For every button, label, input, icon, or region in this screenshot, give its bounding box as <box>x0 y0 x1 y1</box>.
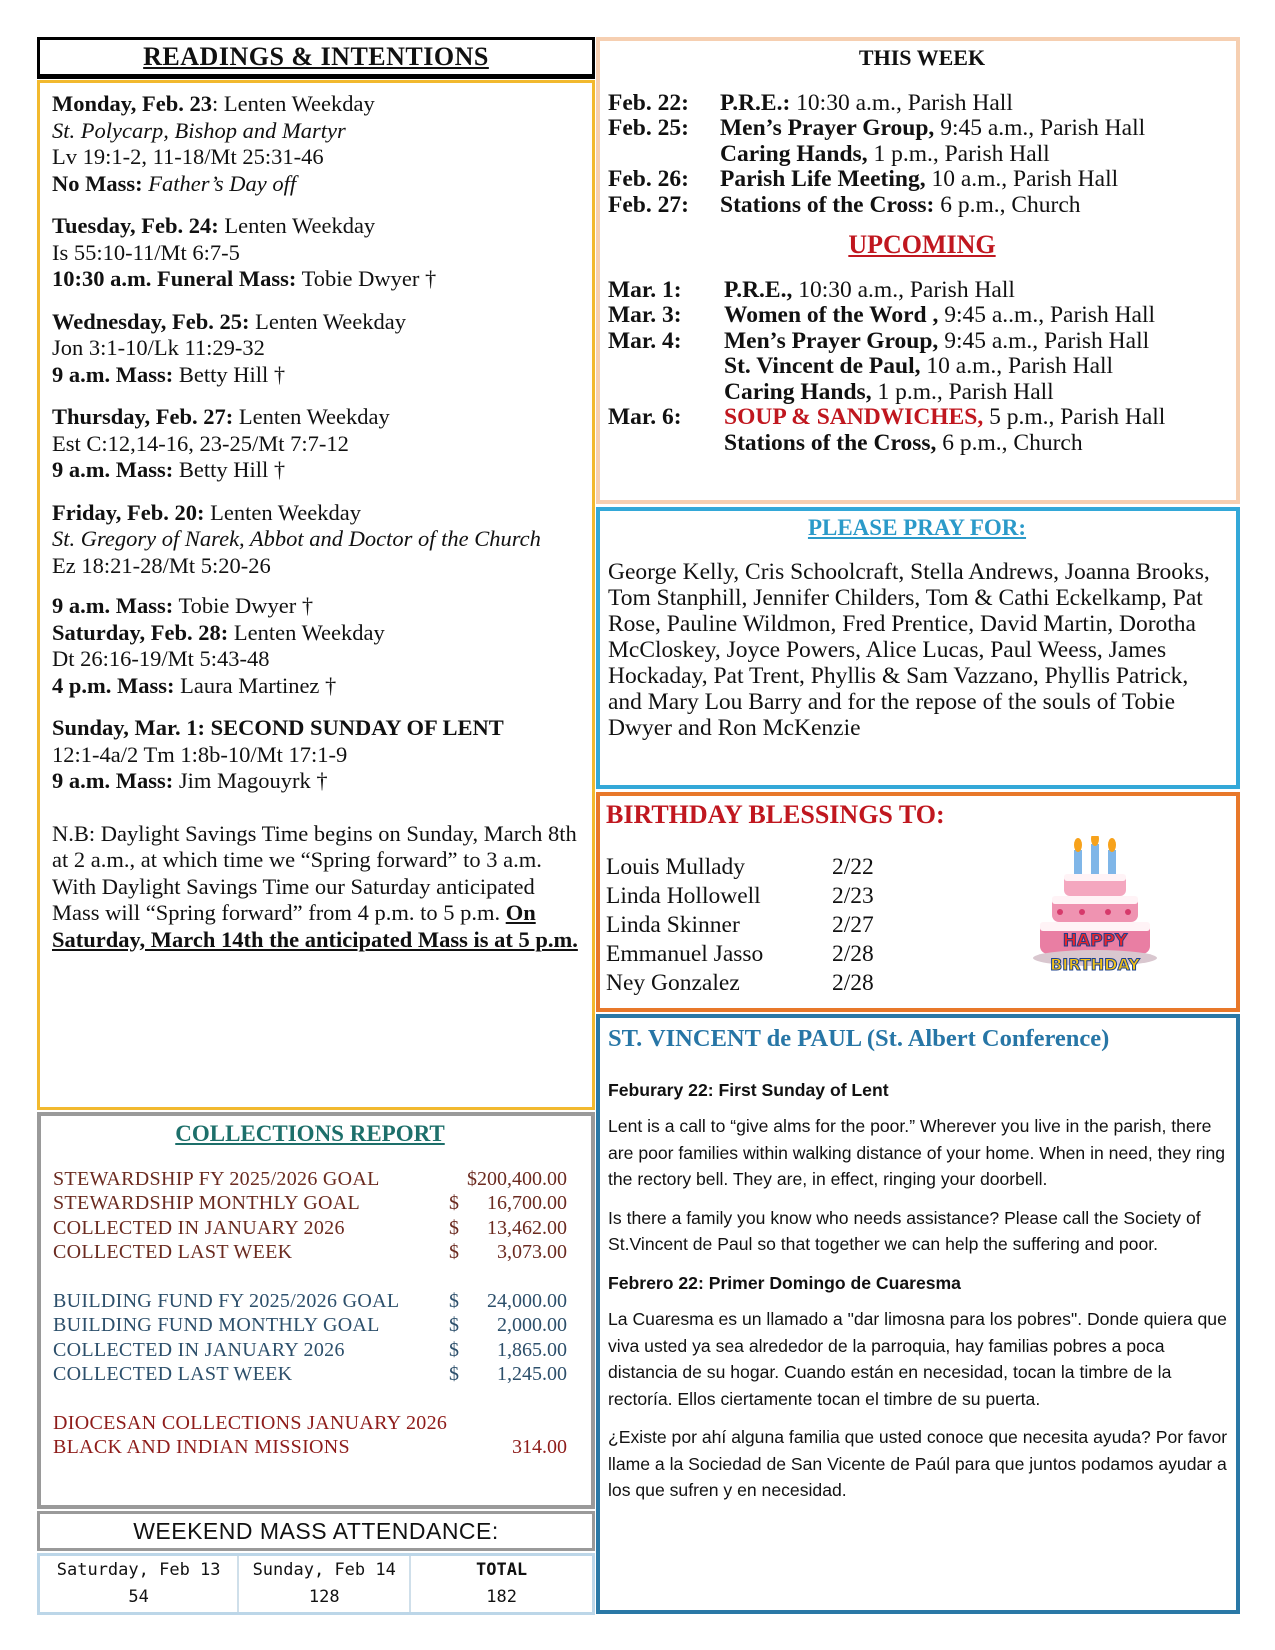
collection-label: COLLECTED LAST WEEK <box>53 1241 293 1263</box>
collection-amount: 2,000.00 <box>497 1314 567 1336</box>
attendance-table <box>37 1553 595 1615</box>
attendance-cell <box>239 1556 411 1612</box>
collection-row <box>53 1240 567 1265</box>
diocesan-group <box>53 1411 567 1460</box>
birthday-date: 2/23 <box>832 883 874 909</box>
collection-amount: 1,245.00 <box>497 1363 567 1385</box>
event-details: 10:30 a.m., Parish Hall <box>792 276 1015 303</box>
attendance-cell <box>411 1556 592 1612</box>
this-week-title: THIS WEEK <box>858 45 986 70</box>
saint-line: St. Gregory of Narek, Abbot and Doctor of the Church <box>52 526 541 551</box>
svdp-title: ST. VINCENT de PAUL (St. Albert Conference) <box>608 1025 1110 1052</box>
event-details: 1 p.m., Parish Hall <box>871 378 1054 405</box>
event-details: 10:30 a.m., Parish Hall <box>790 89 1013 116</box>
collection-row <box>53 1338 567 1363</box>
day-desc: Lenten Weekday <box>224 213 376 238</box>
reading-friday <box>52 500 582 580</box>
scripture-ref: 12:1-4a/2 Tm 1:8b-10/Mt 17:1-9 <box>52 741 348 767</box>
event-title: Women of the Word , <box>724 302 939 328</box>
collection-label: BUILDING FUND FY 2025/2026 GOAL <box>53 1289 400 1312</box>
attendance-value: 128 <box>308 1587 340 1607</box>
birthday-box <box>596 792 1240 1012</box>
dst-note <box>52 821 582 954</box>
mass-label: 4 p.m. Mass: <box>52 672 175 698</box>
collection-row <box>53 1435 567 1460</box>
upcoming-list <box>608 278 1236 457</box>
event-date: Mar. 3: <box>608 302 682 328</box>
attendance-value: 54 <box>128 1587 149 1607</box>
event-row <box>608 405 1236 431</box>
collection-row <box>53 1362 567 1387</box>
attendance-head: TOTAL <box>475 1560 528 1580</box>
mass-text: Jim Magouyrk † <box>178 768 328 793</box>
mass-text: Tobie Dwyer † <box>301 266 437 291</box>
reading-saturday <box>52 620 582 700</box>
collection-row <box>53 1313 567 1338</box>
event-details: 1 p.m., Parish Hall <box>867 140 1050 167</box>
svdp-spanish-heading: Febrero 22: Primer Domingo de Cuaresma <box>608 1272 961 1293</box>
day-desc: Lenten Weekday <box>255 308 406 334</box>
event-details: 6 p.m., Church <box>934 191 1081 218</box>
event-date <box>608 431 724 457</box>
cake-text-birthday: BIRTHDAY <box>1050 955 1140 974</box>
this-week-list <box>608 91 1236 219</box>
readings-box <box>37 80 595 1110</box>
reading-thursday <box>52 404 582 484</box>
day-label: Monday, Feb. 23 <box>52 91 213 116</box>
event-date <box>608 354 724 380</box>
event-details: 10 a.m., Parish Hall <box>920 353 1114 379</box>
collection-amount: $200,400.00 <box>467 1167 567 1190</box>
event-title: Parish Life Meeting, <box>720 166 926 192</box>
mass-label: 9 a.m. Mass: <box>52 768 174 793</box>
dst-note-emphasis: On Saturday, March 14th the anticipated Mass is at 5 p.m. <box>52 900 578 952</box>
mass-label: 9 a.m. Mass: <box>52 457 174 482</box>
scripture-ref: Ez 18:21-28/Mt 5:20-26 <box>52 552 271 578</box>
scripture-ref: Jon 3:1-10/Lk 11:29-32 <box>52 335 265 360</box>
event-details: 10 a.m., Parish Hall <box>925 166 1119 192</box>
svdp-spanish-paragraph-2: ¿Existe por ahí alguna familia que usted conoce que necesita ayuda? Por favor llame a la Sociedad de San Vicente de Paúl para que juntos podamos ayudar a los que sufren y en necesidad. <box>608 1427 1228 1500</box>
collection-row <box>53 1167 567 1192</box>
event-title: P.R.E.: <box>720 89 791 116</box>
event-row <box>608 354 1236 380</box>
event-title: Men’s Prayer Group, <box>720 115 935 141</box>
scripture-ref: Est C:12,14-16, 23-25/Mt 7:7-12 <box>52 430 349 456</box>
event-row <box>608 303 1236 329</box>
event-row <box>608 278 1236 304</box>
scripture-ref: Lv 19:1-2, 11-18/Mt 25:31-46 <box>52 144 324 169</box>
collection-currency: $ <box>449 1192 459 1214</box>
birthday-name: Linda Hollowell <box>606 883 761 909</box>
reading-wednesday <box>52 309 582 389</box>
collection-label: DIOCESAN COLLECTIONS JANUARY 2026 <box>53 1411 448 1434</box>
attendance-cell <box>40 1556 239 1612</box>
collection-amount: 314.00 <box>512 1436 567 1458</box>
collection-row <box>53 1411 567 1436</box>
building-fund-group <box>53 1289 567 1387</box>
event-title: SOUP & SANDWICHES, <box>724 404 984 430</box>
event-details: 6 p.m., Church <box>936 429 1083 456</box>
mass-text: Tobie Dwyer † <box>178 593 314 618</box>
mass-label: 9 a.m. Mass: <box>52 361 174 387</box>
birthday-name: Emmanuel Jasso <box>606 941 764 967</box>
birthday-name: Louis Mullady <box>606 854 746 880</box>
event-date <box>608 380 724 406</box>
day-desc: Lenten Weekday <box>233 619 385 645</box>
birthday-title: BIRTHDAY BLESSINGS TO: <box>606 800 945 829</box>
collection-currency: $ <box>449 1289 459 1312</box>
event-row <box>608 431 1236 457</box>
collection-amount: 16,700.00 <box>487 1192 567 1214</box>
day-label: Thursday, Feb. 27: <box>52 404 234 429</box>
birthday-name: Linda Skinner <box>606 912 740 938</box>
collection-row <box>53 1216 567 1241</box>
collection-currency: $ <box>449 1314 459 1336</box>
mass-text: Betty Hill † <box>178 361 286 387</box>
pray-box <box>596 507 1240 789</box>
collections-title: COLLECTIONS REPORT <box>175 1121 445 1146</box>
event-details: 9:45 a.m., Parish Hall <box>938 327 1150 354</box>
event-title: Stations of the Cross: <box>720 191 935 218</box>
mass-label: No Mass: <box>52 170 143 196</box>
svdp-english-paragraph-2: Is there a family you know who needs assistance? Please call the Society of St.Vincent de Paul so that together we can help the suffering and poor. <box>608 1207 1201 1254</box>
scripture-ref: Is 55:10-11/Mt 6:7-5 <box>52 239 240 265</box>
event-row <box>608 193 1236 219</box>
day-label: Friday, Feb. 20: <box>52 499 205 525</box>
collection-label: STEWARDSHIP FY 2025/2026 GOAL <box>53 1167 380 1190</box>
day-label: Saturday, Feb. 28: <box>52 619 229 645</box>
collection-currency: $ <box>449 1216 459 1239</box>
event-date: Feb. 26: <box>608 166 689 192</box>
collection-row <box>53 1289 567 1314</box>
attendance-head: Saturday, Feb 13 <box>56 1560 221 1580</box>
day-desc: : Lenten Weekday <box>212 91 375 116</box>
upcoming-title: UPCOMING <box>848 230 996 259</box>
collection-label: COLLECTED IN JANUARY 2026 <box>53 1216 345 1239</box>
birthday-name: Ney Gonzalez <box>606 970 740 996</box>
day-desc: Lenten Weekday <box>238 404 390 429</box>
collection-currency: $ <box>449 1338 459 1361</box>
birthday-cake-icon <box>1030 836 1160 986</box>
collection-label: COLLECTED LAST WEEK <box>53 1363 293 1385</box>
birthday-date: 2/28 <box>832 941 874 967</box>
mass-text: Father’s Day off <box>148 170 297 196</box>
pray-names: George Kelly, Cris Schoolcraft, Stella Andrews, Joanna Brooks, Tom Stanphill, Jennifer Childers, Tom & Cathi Eckelkamp, Pat Rose, Pauline Wildmon, Fred Prentice, David Martin, Dorotha McCloskey, Joyce Powers, Alice Lucas, Paul Weess, James Hockaday, Pat Trent, Phyllis & Sam Vazzano, Phyllis Patrick, and Mary Lou Barry and for the repose of the souls of Tobie Dwyer and Ron McKenzie <box>608 559 1210 741</box>
reading-monday <box>52 91 582 197</box>
reading-friday-mass <box>52 593 582 620</box>
collection-currency: $ <box>449 1241 459 1263</box>
svdp-english-paragraph-1: Lent is a call to “give alms for the poor.” Wherever you live in the parish, there are poor families within walking distance of your home. When in need, they ring the rectory bell. They are, in effect, ringing your doorbell. <box>608 1116 1226 1189</box>
readings-title: READINGS & INTENTIONS <box>143 42 489 71</box>
event-date: Mar. 6: <box>608 404 682 430</box>
event-details: 9:45 a.m., Parish Hall <box>934 115 1146 141</box>
collection-amount: 13,462.00 <box>487 1216 567 1239</box>
event-title: Caring Hands, <box>724 378 872 405</box>
collection-label: BUILDING FUND MONTHLY GOAL <box>53 1314 380 1336</box>
attendance-header <box>37 1511 595 1551</box>
collection-label: BLACK AND INDIAN MISSIONS <box>53 1436 350 1458</box>
attendance-title: WEEKEND MASS ATTENDANCE: <box>133 1518 499 1544</box>
mass-label: 9 a.m. Mass: <box>52 593 174 618</box>
event-title: Caring Hands, <box>720 140 868 167</box>
attendance-head: Sunday, Feb 14 <box>252 1560 396 1580</box>
event-row <box>608 116 1236 142</box>
event-row <box>608 167 1236 193</box>
event-date: Feb. 22: <box>608 89 689 116</box>
collection-label: STEWARDSHIP MONTHLY GOAL <box>53 1192 361 1214</box>
collection-amount: 24,000.00 <box>487 1289 567 1312</box>
event-details: 9:45 a..m., Parish Hall <box>938 302 1156 328</box>
event-date: Feb. 27: <box>608 191 689 218</box>
reading-sunday <box>52 715 582 795</box>
mass-label: 10:30 a.m. Funeral Mass: <box>52 266 297 291</box>
pray-title: PLEASE PRAY FOR: <box>807 515 1027 540</box>
day-label: Tuesday, Feb. 24: <box>52 213 219 238</box>
event-title: St. Vincent de Paul, <box>724 353 921 379</box>
event-title: Stations of the Cross, <box>724 429 937 456</box>
birthday-date: 2/28 <box>832 970 874 996</box>
event-date: Mar. 1: <box>608 276 682 303</box>
day-label: Sunday, Mar. 1: SECOND SUNDAY OF LENT <box>52 715 504 740</box>
dst-note-text: N.B: Daylight Savings Time begins on Sunday, March 8th at 2 a.m., at which time we “Spring forward” to 3 a.m. With Daylight Savings Time our Saturday anticipated Mass will “Spring forward” from 4 p.m. to 5 p.m. <box>52 820 577 925</box>
svdp-english-heading: Feburary 22: First Sunday of Lent <box>608 1079 889 1100</box>
day-label: Wednesday, Feb. 25: <box>52 308 250 334</box>
collection-currency: $ <box>449 1363 459 1385</box>
event-row <box>608 380 1236 406</box>
day-desc: Lenten Weekday <box>210 499 361 525</box>
saint-line: St. Polycarp, Bishop and Martyr <box>52 117 346 143</box>
svdp-box <box>596 1014 1240 1614</box>
collections-box <box>37 1112 595 1509</box>
collection-label: COLLECTED IN JANUARY 2026 <box>53 1338 345 1361</box>
event-row <box>608 142 1236 168</box>
event-title: P.R.E., <box>724 276 793 303</box>
mass-text: Betty Hill † <box>178 457 286 482</box>
event-details: 5 p.m., Parish Hall <box>983 404 1166 430</box>
event-date: Feb. 25: <box>608 115 689 141</box>
collection-row <box>53 1191 567 1216</box>
event-row <box>608 91 1236 117</box>
collection-amount: 3,073.00 <box>497 1241 567 1263</box>
attendance-value: 182 <box>486 1587 517 1607</box>
readings-header <box>37 37 595 79</box>
event-row <box>608 329 1236 355</box>
birthday-date: 2/22 <box>832 854 874 880</box>
stewardship-group <box>53 1167 567 1265</box>
this-week-box <box>596 37 1240 504</box>
svdp-spanish-paragraph-1: La Cuaresma es un llamado a "dar limosna para los pobres". Donde quiera que viva usted ya sea alrededor de la parroquia, hay familias pobres a poca distancia de su hogar. Cuando están en necesidad, tocan la timbre de la rectoría. Ellos ciertamente tocan el timbre de su puerta. <box>608 1309 1227 1409</box>
mass-text: Laura Martinez † <box>180 672 337 698</box>
birthday-date: 2/27 <box>832 912 874 938</box>
scripture-ref: Dt 26:16-19/Mt 5:43-48 <box>52 646 270 671</box>
event-title: Men’s Prayer Group, <box>724 327 939 354</box>
cake-text-happy: HAPPY <box>1062 931 1128 951</box>
event-date <box>608 142 720 168</box>
collection-amount: 1,865.00 <box>497 1338 567 1361</box>
event-date: Mar. 4: <box>608 327 682 354</box>
reading-tuesday <box>52 213 582 293</box>
